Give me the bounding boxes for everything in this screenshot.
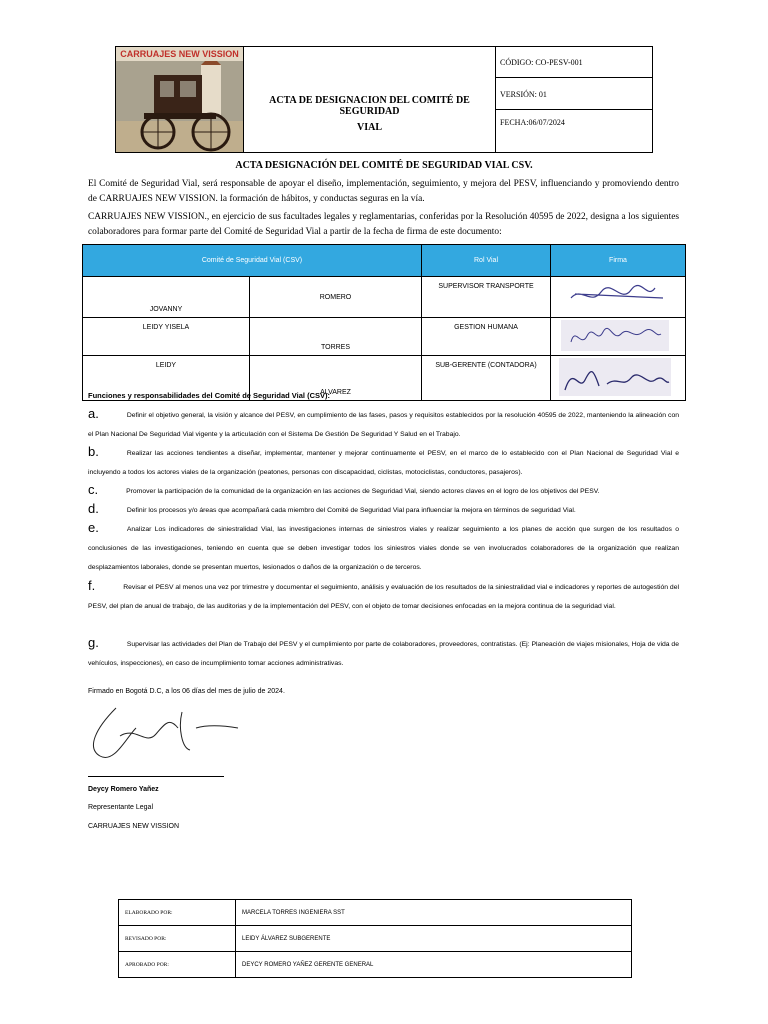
document-header	[115, 46, 653, 153]
function-letter: f.	[88, 578, 96, 593]
approval-label: APROBADO POR:	[119, 952, 236, 978]
signature-scribble-icon	[551, 358, 679, 396]
member-last-name: ROMERO	[250, 277, 422, 318]
handwritten-signature-icon	[86, 698, 246, 768]
function-item-a	[88, 404, 679, 444]
function-letter: a.	[88, 406, 99, 421]
approval-value: LEIDY ÁLVAREZ SUBGERENTE	[236, 926, 632, 952]
signature-line	[88, 776, 224, 777]
table-row	[119, 952, 632, 978]
member-first-name: JOVANNY	[83, 277, 250, 318]
company-logo	[116, 47, 244, 152]
header-role: Rol Vial	[422, 245, 551, 277]
document-meta	[496, 47, 652, 152]
member-last-name: TORRES	[250, 318, 422, 356]
approval-table	[118, 899, 632, 978]
document-title: ACTA DESIGNACIÓN DEL COMITÉ DE SEGURIDAD VIAL CSV.	[235, 160, 533, 171]
function-item-d	[88, 499, 679, 520]
member-last-name: ALVAREZ	[250, 356, 422, 401]
committee-table-header	[83, 245, 686, 277]
function-item-b	[88, 442, 679, 482]
functions-title: Funciones y responsabilidades del Comité de Seguridad Vial (CSV):	[88, 391, 330, 400]
member-role: SUB-GERENTE (CONTADORA)	[422, 356, 551, 401]
table-row	[119, 926, 632, 952]
function-text: Supervisar las actividades del Plan de Trabajo del PESV y el cumplimiento por parte de colaboradores, proveedores, contratistas. (Ej: Planeación de viajes misionales, Hoja de vida de vehículos, inspecciones), en caso de incumplimiento tomar acciones administrativas.	[88, 641, 679, 667]
function-letter: e.	[88, 520, 99, 535]
member-role: SUPERVISOR TRANSPORTE	[422, 277, 551, 318]
function-text: Definir los procesos y/o áreas que acompañará cada miembro del Comité de Seguridad Vial para influenciar la mejora en términos de seguridad Vial.	[126, 507, 576, 514]
function-item-g	[88, 633, 679, 673]
table-row	[119, 900, 632, 926]
approval-value: MARCELA TORRES INGENIERA SST	[236, 900, 632, 926]
signature-scribble-icon	[551, 278, 679, 314]
member-first-name: LEIDY	[83, 356, 250, 401]
function-item-c	[88, 480, 679, 501]
carriage-logo-image	[116, 47, 243, 152]
approval-value: DEYCY ROMERO YAÑEZ GERENTE GENERAL	[236, 952, 632, 978]
function-letter: c.	[88, 482, 99, 497]
member-role: GESTION HUMANA	[422, 318, 551, 356]
function-item-f	[88, 576, 679, 616]
table-row	[83, 318, 686, 356]
document-date: FECHA:06/07/2024	[500, 118, 565, 127]
function-letter: d.	[88, 501, 99, 516]
header-signature: Firma	[551, 245, 686, 277]
intro-paragraph-2: CARRUAJES NEW VISSION., en ejercicio de sus facultades legales y reglamentarias, conferidas por la Resolución 40595 de 2022, designa a los siguientes colaboradores para formar parte del Comité de Seguridad Vial a partir de la fecha de firma de este documento:	[88, 212, 679, 237]
approval-label: REVISADO POR:	[119, 926, 236, 952]
function-letter: g.	[88, 635, 99, 650]
signed-at-text: Firmado en Bogotá D.C, a los 06 días del mes de julio de 2024.	[88, 688, 285, 695]
intro-paragraph-1: El Comité de Seguridad Vial, será responsable de apoyar el diseño, implementación, seguimiento, y mejora del PESV, influenciando y promoviendo dentro de CARRUAJES NEW VISSION. la formación de hábitos, y conductas seguras en la vía.	[88, 179, 679, 204]
document-version: VERSIÓN: 01	[496, 78, 652, 110]
member-first-name: LEIDY YISELA	[83, 318, 250, 356]
signature-scribble-icon	[551, 320, 679, 351]
table-row	[83, 277, 686, 318]
header-title-line2: VIAL	[356, 122, 382, 133]
document-code: CÓDIGO: CO-PESV-001	[496, 47, 652, 78]
function-text: Definir el objetivo general, la visión y alcance del PESV, en cumplimiento de las fases, pasos y requisitos establecidos por la resolución 40595 de 2022, manteniendo la alineación con el Plan Nacional De Seguridad Vial vigente y la articulación con el Sistema De Gestión De Seguridad Y Salud en el Trabajo.	[88, 412, 679, 438]
function-text: Promover la participación de la comunidad de la organización en las acciones de Seguridad Vial, siendo actores claves en el logro de los objetivos del PESV.	[126, 488, 600, 495]
approval-label: ELABORADO POR:	[119, 900, 236, 926]
function-text: Analizar Los indicadores de siniestralidad Vial, las investigaciones internas de siniestros viales y realizar seguimiento a los planes de acción que surgen de los resultados o conclusiones de las investigaciones, teniendo en cuenta que se deben investigar todos los siniestros viales donde se ven involucrados colaboradores de la organización que realizan desplazamientos laborales, donde se presentan muertos, lesionados o daños de la organización o de terceros.	[88, 526, 679, 571]
logo-text: CARRUAJES NEW VISSION	[120, 49, 239, 59]
representative-company: CARRUAJES NEW VISSION	[88, 823, 180, 830]
header-committee: Comité de Seguridad Vial (CSV)	[83, 245, 422, 277]
function-item-e	[88, 518, 679, 577]
function-letter: b.	[88, 444, 99, 459]
member-signature	[551, 277, 686, 318]
member-signature	[551, 356, 686, 401]
committee-table	[82, 244, 686, 401]
representative-name: Deycy Romero Yañez	[88, 786, 159, 793]
header-title-line1: ACTA DE DESIGNACION DEL COMITÉ DE SEGURIDAD	[269, 95, 470, 117]
function-text: Revisar el PESV al menos una vez por trimestre y documentar el seguimiento, análisis y evaluación de los resultados de la siniestralidad vial e indicadores y reportes de autogestión del PESV, del plan de anual de trabajo, de las auditorias y de la implementación del PESV, con el objeto de tomar decisiones enfocadas en la mejora continua de la seguridad vial.	[88, 584, 679, 610]
document-header-title	[244, 47, 496, 152]
representative-role: Representante Legal	[88, 804, 153, 811]
function-text: Realizar las acciones tendientes a diseñar, implementar, mantener y mejorar continuamente el PESV, en el marco de lo establecido con el Plan Nacional de Seguridad Vial e incluyendo a todos los actores viales de la organización (peatones, personas con discapacidad, ciclistas, motociclistas, conductores, pasajeros).	[88, 450, 679, 476]
member-signature	[551, 318, 686, 356]
